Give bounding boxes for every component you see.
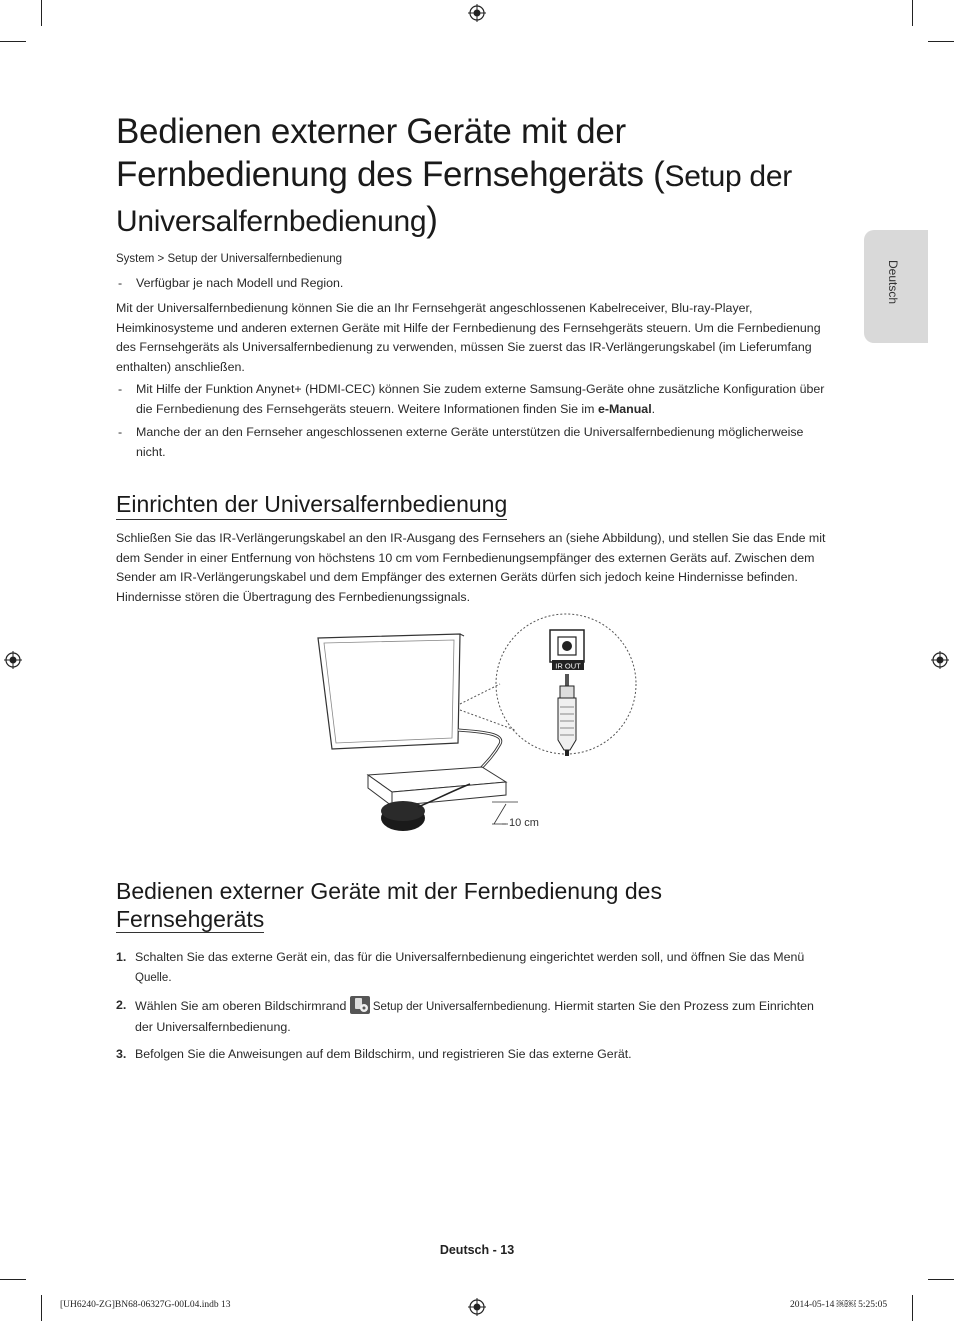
crop-mark [912,1295,913,1321]
e-manual-link: e-Manual [597,401,652,416]
title-line: Bedienen externer Geräte mit der [116,112,626,151]
ir-cable-illustration [310,612,650,842]
step-number: 3. [116,1047,127,1061]
breadcrumb-item: Setup der Universalfernbedienung [167,253,343,265]
print-timestamp: 2014-05-14 ￼￼ 5:25:05 [790,1300,888,1310]
breadcrumb-separator: > [157,253,165,265]
crop-mark [928,41,954,42]
universal-remote-setup-icon [350,996,370,1014]
heading-line: Fernsehgeräts [116,906,265,932]
step-text [135,996,835,1037]
section-heading [116,877,662,933]
section-heading: Einrichten der Universalfernbedienung [116,490,507,520]
print-file-info: [UH6240-ZG]BN68-06327G-00L04.indb 13 [60,1300,231,1310]
language-tab-label: Deutsch [886,260,900,305]
step-text-part: Schalten Sie das externe Gerät ein, das für die Universalfernbedienung eingerichtet werden soll, und öffnen Sie das Menü [135,950,805,964]
breadcrumb-root: System [116,253,155,265]
note-text-part: Mit Hilfe der Funktion Anynet+ (HDMI-CEC) können Sie zudem externe Samsung-Geräte ohne zusätzliche Konfiguration über die Fernbedienung des Fernsehgeräts steuern. Weitere Informationen finden Sie im [136,382,825,416]
step-text: Befolgen Sie die Anweisungen auf dem Bildschirm, und registrieren Sie das externe Gerät. [135,1047,632,1061]
crop-mark [0,1279,26,1280]
title-line: Fernbedienung des Fernsehgeräts ( [116,155,665,194]
step-text-part: . [168,969,172,984]
title-line: Universalfernbedienung [116,205,427,238]
dash: - [118,425,123,439]
step-number: 1. [116,950,127,964]
dash: - [118,382,123,396]
note-text: Verfügbar je nach Modell und Region. [136,276,344,290]
page-title [116,110,836,243]
page-number: Deutsch - 13 [439,1243,515,1257]
section-body: Schließen Sie das IR-Verlängerungskabel an den IR-Ausgang des Fernsehers an (siehe Abbildung), und stellen Sie das Ende mit dem Sender in einer Entfernung von höchstens 10 cm vom Fernbedienungsempfänger des externen Geräts auf. Zwischen dem Sender am IR-Verlängerungskabel und dem Empfänger des externen Geräts dürfen sich jedoch keine Hindernisse befinden. Hindernisse stören die Übertragung des Fernbedienungssignals. [116,531,826,604]
crop-mark [0,41,26,42]
note-text [136,380,836,419]
dash: - [118,276,123,290]
step-number: 2. [116,998,127,1012]
title-line: Setup der [664,160,792,193]
crop-mark [41,1295,42,1321]
crop-mark [928,1279,954,1280]
registration-mark-icon [4,651,22,669]
step-text-part: . Hiermit starten Sie den Prozess zum Einrichten der Universalfernbedienung. [135,999,814,1034]
intro-paragraph: Mit der Universalfernbedienung können Sie die an Ihr Fernsehgerät angeschlossenen Kabelreceiver, Blu-ray-Player, Heimkinosysteme und anderen externen Geräte mit Hilfe der Fernbedienung des Fernsehgeräts steuern. Um die Fernbedienung des Fernsehgeräts als Universalfernbedienung zu verwenden, müssen Sie zuerst das IR-Verlängerungskabel (im Lieferumfang enthalten) anschließen. [116,301,821,374]
crop-mark [41,0,42,26]
step-text [135,948,835,988]
registration-mark-icon [468,1298,486,1316]
step-text-part: Wählen Sie am oberen Bildschirmrand [135,999,350,1013]
note-text-part: . [651,401,656,416]
note-text: Manche der an den Fernseher angeschlossenen externe Geräte unterstützen die Universalfernbedienung möglicherweise nicht. [136,425,804,459]
heading-line: Bedienen externer Geräte mit der Fernbedienung des [116,878,662,904]
distance-label: 10 cm [509,817,539,829]
menu-universal-remote-setup: Setup der Universalfernbedienung [372,1001,548,1013]
registration-mark-icon [468,4,486,22]
menu-source: Quelle [135,971,169,984]
crop-mark [912,0,913,26]
title-line: ) [426,200,438,239]
port-label: IR OUT [555,661,581,671]
registration-mark-icon [931,651,949,669]
breadcrumb [116,250,342,270]
language-tab [864,230,928,343]
